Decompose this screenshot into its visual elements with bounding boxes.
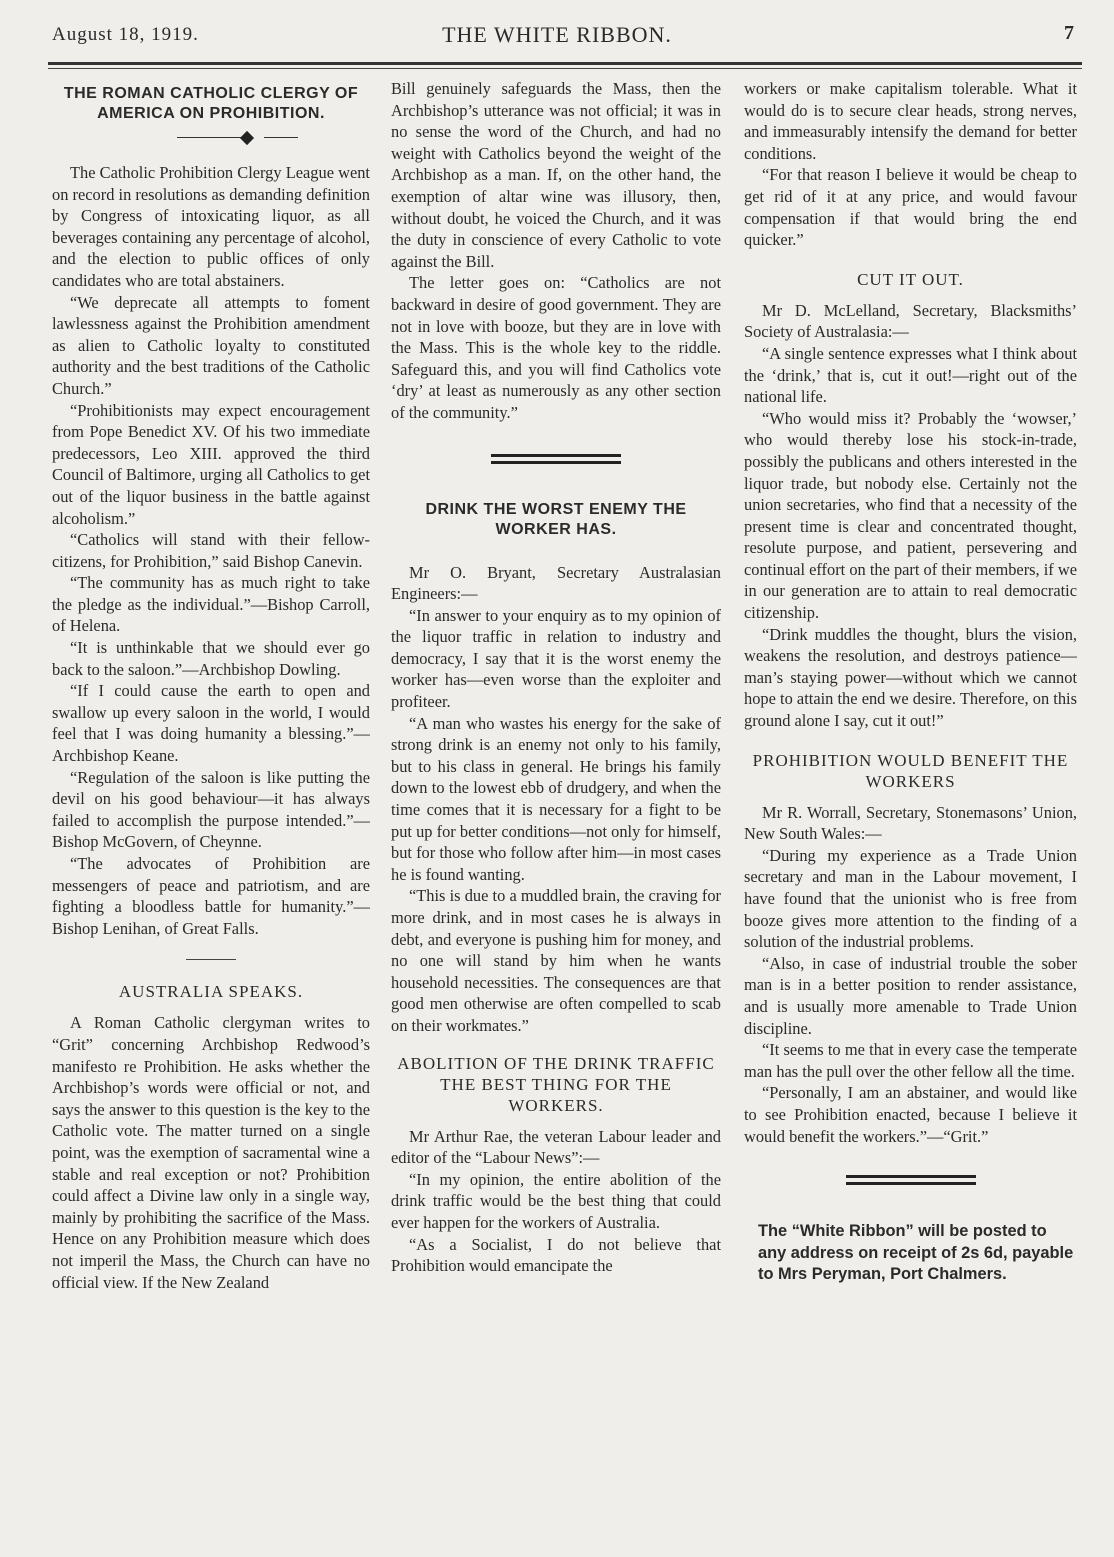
- publication-title: THE WHITE RIBBON.: [442, 22, 672, 47]
- paragraph: “Prohibitionists may expect encouragement from Pope Benedict XV. Of his two immediate predecessors, Leo XIII. approved the third Council of Baltimore, urging all Catholics to get out of the liquor business in the battle against alcoholism.”: [52, 400, 370, 528]
- paragraph: The letter goes on: “Catholics are not backward in desire of good government. They are not in love with booze, but they are in love with the Mass. This is the whole key to the riddle. Safeguard this, and you will find Catholics vote ‘dry’ at least as numerously as any other section of the community.”: [391, 273, 721, 422]
- article-heading-catholic-clergy: THE ROMAN CATHOLIC CLERGY OF AMERICA ON PROHIBITION.: [63, 85, 359, 122]
- paragraph: A Roman Catholic clergyman writes to “Grit” concerning Archbishop Redwood’s manifesto re Prohibition. He asks whether the Archbishop’s words were official or not, and says the answer to this question is the key to the Catholic vote. The matter turned on a single point, was the exemption of sacramental wine a stable and real exception or not? Prohibition could affect a Divine law only in a single way, mainly by prohibiting the sacrifice of the Mass. Hence on any Prohibition measure which does not imperil the Mass, the Church can have no official view. If the New Zealand: [52, 1013, 370, 1292]
- article-heading-australia-speaks: AUSTRALIA SPEAKS.: [118, 982, 304, 1002]
- column-2: [391, 78, 721, 1540]
- paragraph: The Catholic Prohibition Clergy League went on record in resolutions as demanding definition by Congress of intoxicating liquor, as all beverages containing any percentage of alcohol, and the election to public offices of only candidates who are total abstainers.: [52, 163, 370, 290]
- subscription-notice: The “White Ribbon” will be posted to any address on receipt of 2s 6d, payable to Mrs Peryman, Port Chalmers.: [758, 1222, 1074, 1284]
- paragraph: “If I could cause the earth to open and swallow up every saloon in the world, I would feel that I was doing humanity a blessing.”—Archbishop Keane.: [52, 681, 370, 766]
- paragraph: “During my experience as a Trade Union secretary and man in the Labour movement, I have found that the unionist who is free from booze gives more attention to the finding of a solution of the industrial problems.: [744, 845, 1077, 952]
- article-heading-drink-worst-enemy: DRINK THE WORST ENEMY THE WORKER HAS.: [425, 500, 687, 538]
- double-rule-divider: [744, 1173, 1077, 1191]
- paragraph: Mr R. Worrall, Secretary, Stonemasons’ Union, New South Wales:—: [744, 802, 1077, 844]
- header-rule-thick: [48, 62, 1082, 65]
- header-rule-thin: [48, 68, 1082, 69]
- paragraph: “For that reason I believe it would be cheap to get rid of it at any price, and would favour compensation if that would bring the end quicker.”: [744, 165, 1077, 250]
- paragraph: “Regulation of the saloon is like putting the devil on his good behaviour—it has always failed to accomplish the purpose intended.”—Bishop McGovern, of Cheynne.: [52, 767, 370, 852]
- article-heading-cut-it-out: CUT IT OUT.: [857, 269, 964, 289]
- column-1: [52, 78, 370, 1540]
- column-3: [744, 78, 1077, 1540]
- paragraph: “Who would miss it? Probably the ‘wowser,’ who would thereby lose his stock-in-trade, possibly the publicans and others interested in the liquor trade, but nobody else. Certainly not the union secretaries, who find that a necessity of the present time is clear and concentrated thought, resolute purpose, and patient, persevering and continual effort on the part of their members, if we in our generation are to attain to real democratic citizenship.: [744, 408, 1077, 623]
- paragraph: “A man who wastes his energy for the sake of strong drink is an enemy not only to his family, but to his class in general. He brings his family down to the lowest ebb of drudgery, and when the time comes that it is necessary for a fight to be put up for better conditions—not only for himself, but for those who follow after him—in most cases he is found wanting.: [391, 713, 721, 884]
- paragraph: “Personally, I am an abstainer, and would like to see Prohibition enacted, because I believe it would benefit the workers.”—“Grit.”: [744, 1083, 1077, 1146]
- paragraph: “In answer to your enquiry as to my opinion of the liquor traffic in relation to industry and democracy, I say that it is the worst enemy the worker has—even worse than the exploiter and profiteer.: [391, 605, 721, 712]
- paragraph: “A single sentence expresses what I think about the ‘drink,’ that is, cut it out!—right out of the national life.: [744, 343, 1077, 407]
- section-divider: [52, 953, 370, 967]
- paragraph: “Also, in case of industrial trouble the sober man is in a better position to render assistance, and is usually more amenable to Trade Union discipline.: [744, 953, 1077, 1038]
- paragraph: “We deprecate all attempts to foment lawlessness against the Prohibition amendment as alien to Catholic loyalty to constituted authority and the best traditions of the Catholic Church.”: [52, 292, 370, 398]
- paragraph: “In my opinion, the entire abolition of the drink traffic would be the best thing that could ever happen for the workers of Australia.: [391, 1169, 721, 1232]
- paragraph: “As a Socialist, I do not believe that Prohibition would emancipate the: [391, 1234, 721, 1276]
- paragraph: “Catholics will stand with their fellow-citizens, for Prohibition,” said Bishop Canevin.: [52, 530, 370, 571]
- double-rule-divider: [391, 452, 721, 470]
- paragraph: Bill genuinely safeguards the Mass, then the Archbishop’s utterance was not official; it was in no sense the word of the Church, and had no weight with Catholics beyond the weight of the Archbishop as a man. If, on the other hand, the exemption of altar wine was illusory, then, without doubt, he voiced the Church, and it was the duty in conscience of every Catholic to vote against the Bill.: [391, 79, 721, 271]
- paragraph: “It seems to me that in every case the temperate man has the pull over the other fellow all the time.: [744, 1040, 1077, 1081]
- paragraph: Mr O. Bryant, Secretary Australasian Engineers:—: [391, 562, 721, 604]
- paragraph: “The advocates of Prohibition are messengers of peace and patriotism, and are fighting a bloodless battle for humanity.”—Bishop Lenihan, of Great Falls.: [52, 854, 370, 938]
- paragraph: “Drink muddles the thought, blurs the vision, weakens the resolution, and destroys patience—man’s staying power—without which we cannot hope to attain the end we desire. Therefore, on this ground alone I say, cut it out!”: [744, 624, 1077, 731]
- page-number: 7: [1064, 22, 1074, 44]
- paragraph: “It is unthinkable that we should ever go back to the saloon.”—Archbishop Dowling.: [52, 638, 370, 679]
- page-header: [0, 0, 1114, 60]
- paragraph: workers or make capitalism tolerable. What it would do is to secure clear heads, strong nerves, and immeasurably intensify the demand for better conditions.: [744, 79, 1077, 163]
- paragraph: Mr Arthur Rae, the veteran Labour leader and editor of the “Labour News”:—: [391, 1126, 721, 1168]
- ornament-divider: [52, 130, 370, 146]
- paragraph: “This is due to a muddled brain, the craving for more drink, and in most cases he is always in debt, and everyone is pushing him for money, and no one will stand by him when he wants household necessities. The consequences are that good men otherwise are often compelled to scab on their workmates.”: [391, 886, 721, 1035]
- paragraph: Mr D. McLelland, Secretary, Blacksmiths’ Society of Australasia:—: [744, 300, 1077, 342]
- article-heading-prohibition-benefit: PROHIBITION WOULD BENEFIT THE WORKERS: [752, 750, 1069, 791]
- issue-date: August 18, 1919.: [52, 24, 199, 45]
- paragraph: “The community has as much right to take the pledge as the individual.”—Bishop Carroll, of Helena.: [52, 573, 370, 636]
- article-heading-abolition: ABOLITION OF THE DRINK TRAFFIC THE BEST THING FOR THE WORKERS.: [397, 1053, 715, 1115]
